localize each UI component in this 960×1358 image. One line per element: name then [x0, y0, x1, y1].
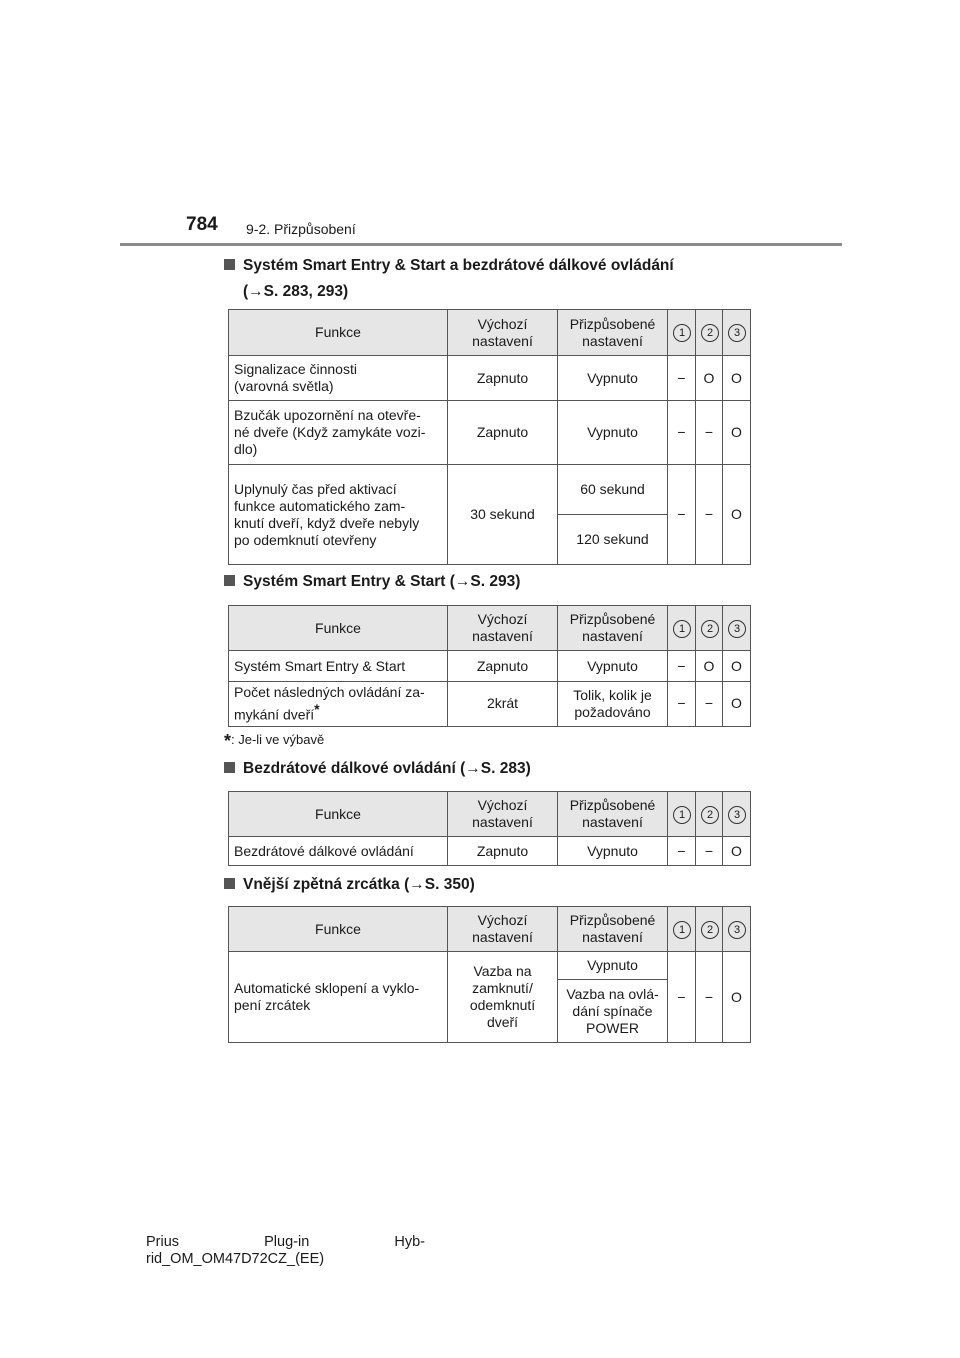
header-mode-2: [696, 792, 723, 837]
table-header-row: [229, 310, 751, 356]
footnote: *: Je-li ve výbavě: [224, 731, 325, 751]
table-header-row: [229, 792, 751, 837]
default-cell: 30 sekund: [448, 465, 558, 565]
function-cell: Signalizace činnosti (varovná světla): [229, 356, 448, 401]
square-bullet-icon: [224, 878, 235, 889]
circled-one-icon: 1: [673, 921, 691, 939]
header-mode-1: [668, 907, 696, 952]
custom-cell: Tolik, kolik je požadováno: [558, 682, 668, 727]
header-function: Funkce: [229, 792, 448, 837]
default-cell: Zapnuto: [448, 356, 558, 401]
header-function: Funkce: [229, 606, 448, 651]
function-cell: Automatické sklopení a vyklo- pení zrcátek: [229, 952, 448, 1043]
custom-cell: Vypnuto: [558, 651, 668, 682]
footer-word: Plug-in: [264, 1234, 310, 1250]
mode-3-cell: O: [723, 837, 751, 866]
page-number: 784: [186, 214, 218, 235]
settings-table-2: [228, 605, 751, 727]
mode-1-cell: −: [668, 465, 696, 565]
header-custom: Přizpůsobené nastavení: [558, 606, 668, 651]
mode-3-cell: O: [723, 356, 751, 401]
mode-3-cell: O: [723, 401, 751, 465]
table-row: [229, 465, 751, 515]
mode-1-cell: −: [668, 401, 696, 465]
function-cell: Bzučák upozornění na otevře- né dveře (Když zamykáte vozi- dlo): [229, 401, 448, 465]
mode-1-cell: −: [668, 837, 696, 866]
custom-cell: Vazba na ovlá- dání spínače POWER: [558, 980, 668, 1043]
header-default: Výchozí nastavení: [448, 792, 558, 837]
mode-1-cell: −: [668, 682, 696, 727]
header-default: Výchozí nastavení: [448, 907, 558, 952]
default-cell: Zapnuto: [448, 401, 558, 465]
custom-cell: 60 sekund: [558, 465, 668, 515]
settings-table-4: [228, 906, 751, 1043]
mode-2-cell: O: [696, 651, 723, 682]
custom-cell: 120 sekund: [558, 515, 668, 565]
header-function: Funkce: [229, 310, 448, 356]
circled-two-icon: 2: [701, 806, 719, 824]
section-ref-3[interactable]: (→S. 283): [460, 760, 531, 777]
header-function: Funkce: [229, 907, 448, 952]
table-row: [229, 401, 751, 465]
default-cell: Vazba na zamknutí/ odemknutí dveří: [448, 952, 558, 1043]
mode-2-cell: O: [696, 356, 723, 401]
header-custom: Přizpůsobené nastavení: [558, 907, 668, 952]
header-mode-3: [723, 310, 751, 356]
footer: [146, 1234, 425, 1268]
section-heading-4: Vnější zpětná zrcátka (→S. 350): [224, 873, 475, 897]
custom-cell: Vypnuto: [558, 356, 668, 401]
circled-one-icon: 1: [673, 324, 691, 342]
header-mode-1: [668, 606, 696, 651]
mode-2-cell: −: [696, 465, 723, 565]
default-cell: Zapnuto: [448, 837, 558, 866]
section-heading-3: Bezdrátové dálkové ovládání (→S. 283): [224, 757, 531, 781]
default-cell: Zapnuto: [448, 651, 558, 682]
header-mode-1: [668, 310, 696, 356]
mode-2-cell: −: [696, 401, 723, 465]
default-cell: 2krát: [448, 682, 558, 727]
table-row: [229, 356, 751, 401]
mode-1-cell: −: [668, 952, 696, 1043]
header-mode-1: [668, 792, 696, 837]
custom-cell: Vypnuto: [558, 837, 668, 866]
square-bullet-icon: [224, 259, 235, 270]
header-mode-2: [696, 606, 723, 651]
function-cell: Bezdrátové dálkové ovládání: [229, 837, 448, 866]
function-cell: Systém Smart Entry & Start: [229, 651, 448, 682]
mode-3-cell: O: [723, 651, 751, 682]
circled-one-icon: 1: [673, 620, 691, 638]
circled-three-icon: 3: [728, 921, 746, 939]
section-ref-2[interactable]: (→S. 293): [449, 573, 521, 590]
header-mode-3: [723, 907, 751, 952]
mode-2-cell: −: [696, 952, 723, 1043]
chapter-title: 9-2. Přizpůsobení: [246, 221, 356, 237]
circled-two-icon: 2: [701, 620, 719, 638]
mode-3-cell: O: [723, 465, 751, 565]
header-mode-3: [723, 606, 751, 651]
table-header-row: [229, 907, 751, 952]
square-bullet-icon: [224, 762, 235, 773]
mode-1-cell: −: [668, 651, 696, 682]
table-row: [229, 682, 751, 727]
header-mode-2: [696, 310, 723, 356]
table-row: [229, 837, 751, 866]
header-mode-2: [696, 907, 723, 952]
section-heading-2: Systém Smart Entry & Start (→S. 293): [224, 570, 520, 594]
mode-3-cell: O: [723, 952, 751, 1043]
circled-three-icon: 3: [728, 806, 746, 824]
mode-2-cell: −: [696, 837, 723, 866]
header-default: Výchozí nastavení: [448, 310, 558, 356]
footnote-star: *: [314, 701, 320, 717]
header-rule: [120, 243, 842, 246]
header-custom: Přizpůsobené nastavení: [558, 792, 668, 837]
circled-three-icon: 3: [728, 324, 746, 342]
settings-table-1: [228, 309, 751, 565]
mode-1-cell: −: [668, 356, 696, 401]
footer-word: Prius: [146, 1234, 180, 1250]
circled-two-icon: 2: [701, 921, 719, 939]
mode-3-cell: O: [723, 682, 751, 727]
settings-table-3: [228, 791, 751, 866]
table-row: [229, 651, 751, 682]
section-ref-1[interactable]: (→S. 283, 293): [243, 283, 349, 300]
custom-cell: Vypnuto: [558, 952, 668, 980]
table-header-row: [229, 606, 751, 651]
footer-doc-id: rid_OM_OM47D72CZ_(EE): [146, 1251, 325, 1267]
footer-word: Hyb-: [394, 1234, 425, 1250]
table-row: [229, 952, 751, 980]
header-mode-3: [723, 792, 751, 837]
circled-two-icon: 2: [701, 324, 719, 342]
circled-three-icon: 3: [728, 620, 746, 638]
header-default: Výchozí nastavení: [448, 606, 558, 651]
function-cell: Uplynulý čas před aktivací funkce automatického zam- knutí dveří, když dveře nebyly po odemknutí otevřeny: [229, 465, 448, 565]
square-bullet-icon: [224, 575, 235, 586]
circled-one-icon: 1: [673, 806, 691, 824]
section-heading-1: Systém Smart Entry & Start a bezdrátové dálkové ovládání (→S. 283, 293): [224, 254, 674, 304]
section-ref-4[interactable]: (→S. 350): [404, 876, 475, 893]
mode-2-cell: −: [696, 682, 723, 727]
function-cell: Počet následných ovládání za- mykání dveří*: [229, 682, 448, 727]
custom-cell: Vypnuto: [558, 401, 668, 465]
header-custom: Přizpůsobené nastavení: [558, 310, 668, 356]
